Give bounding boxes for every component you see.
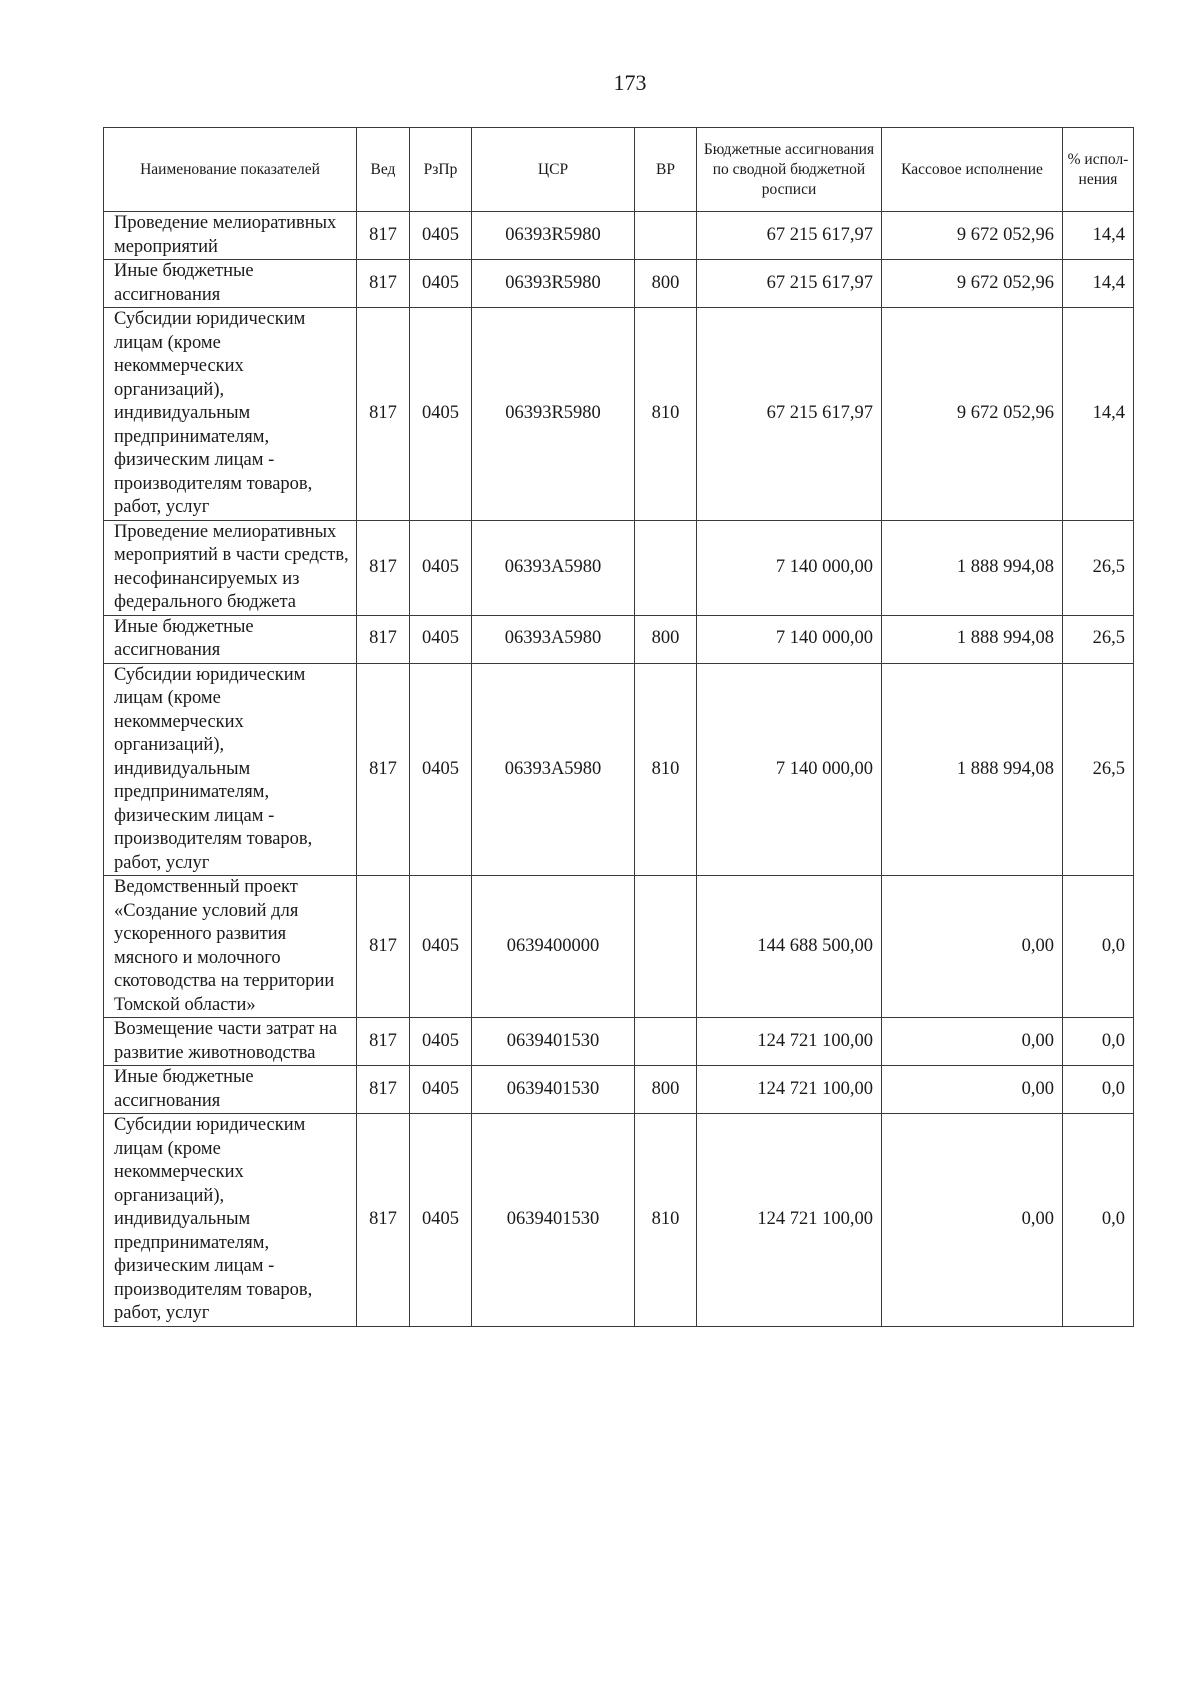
cell-name: Иные бюджетные ассигнования [104,615,357,663]
table-header [104,128,1134,212]
cell-budget: 144 688 500,00 [697,876,882,1018]
cell-percent: 14,4 [1063,212,1134,260]
cell-ved: 817 [357,1066,410,1114]
cell-budget: 7 140 000,00 [697,615,882,663]
table-row [104,260,1134,308]
cell-name: Ведомственный проект «Создание условий для ускоренного развития мясного и молочного скотоводства на территории Томской области» [104,876,357,1018]
cell-csr: 0639401530 [472,1018,635,1066]
cell-percent: 0,0 [1063,876,1134,1018]
cell-csr: 06393А5980 [472,615,635,663]
cell-percent: 0,0 [1063,1066,1134,1114]
header-csr: ЦСР [472,128,635,212]
header-vr: ВР [635,128,697,212]
header-cash: Кассовое исполнение [882,128,1063,212]
cell-rzpr: 0405 [410,876,472,1018]
cell-cash: 9 672 052,96 [882,260,1063,308]
cell-ved: 817 [357,663,410,876]
cell-rzpr: 0405 [410,260,472,308]
table-row [104,663,1134,876]
cell-percent: 14,4 [1063,308,1134,521]
cell-ved: 817 [357,212,410,260]
cell-name: Проведение мелиоративных мероприятий в части средств, несофинансируемых из федерального бюджета [104,520,357,615]
cell-cash: 9 672 052,96 [882,212,1063,260]
cell-vr: 800 [635,1066,697,1114]
cell-cash: 1 888 994,08 [882,615,1063,663]
budget-execution-table [103,127,1134,1327]
header-ved: Вед [357,128,410,212]
cell-vr [635,1018,697,1066]
cell-name: Субсидии юридическим лицам (кроме некоммерческих организаций), индивидуальным предпринимателям, физическим лицам - производителям товаров, работ, услуг [104,1114,357,1327]
cell-vr [635,520,697,615]
cell-rzpr: 0405 [410,663,472,876]
cell-budget: 67 215 617,97 [697,308,882,521]
cell-csr: 06393R5980 [472,212,635,260]
cell-cash: 1 888 994,08 [882,663,1063,876]
cell-vr: 800 [635,260,697,308]
cell-cash: 0,00 [882,1114,1063,1327]
cell-budget: 124 721 100,00 [697,1018,882,1066]
header-name: Наименование показателей [104,128,357,212]
cell-budget: 124 721 100,00 [697,1066,882,1114]
cell-ved: 817 [357,1114,410,1327]
cell-budget: 7 140 000,00 [697,663,882,876]
header-row [104,128,1134,212]
cell-rzpr: 0405 [410,212,472,260]
cell-csr: 06393А5980 [472,520,635,615]
cell-ved: 817 [357,520,410,615]
cell-rzpr: 0405 [410,520,472,615]
cell-cash: 1 888 994,08 [882,520,1063,615]
cell-name: Возмещение части затрат на развитие животноводства [104,1018,357,1066]
cell-cash: 9 672 052,96 [882,308,1063,521]
cell-ved: 817 [357,615,410,663]
table-row [104,212,1134,260]
cell-vr: 810 [635,663,697,876]
table-row [104,1066,1134,1114]
cell-percent: 0,0 [1063,1018,1134,1066]
table-row [104,1018,1134,1066]
cell-rzpr: 0405 [410,615,472,663]
table-row [104,615,1134,663]
cell-csr: 06393R5980 [472,308,635,521]
cell-cash: 0,00 [882,1066,1063,1114]
cell-budget: 67 215 617,97 [697,212,882,260]
cell-name: Иные бюджетные ассигнования [104,260,357,308]
cell-ved: 817 [357,1018,410,1066]
header-percent: % испол-нения [1063,128,1134,212]
table-body [104,212,1134,1327]
table-row [104,308,1134,521]
cell-csr: 0639401530 [472,1114,635,1327]
cell-name: Проведение мелиоративных мероприятий [104,212,357,260]
cell-name: Иные бюджетные ассигнования [104,1066,357,1114]
cell-budget: 67 215 617,97 [697,260,882,308]
page-number: 173 [613,70,647,95]
cell-ved: 817 [357,308,410,521]
cell-csr: 0639400000 [472,876,635,1018]
cell-cash: 0,00 [882,1018,1063,1066]
cell-csr: 0639401530 [472,1066,635,1114]
table-row [104,520,1134,615]
cell-vr [635,876,697,1018]
cell-csr: 06393R5980 [472,260,635,308]
cell-percent: 14,4 [1063,260,1134,308]
cell-rzpr: 0405 [410,1066,472,1114]
header-budget: Бюджетные ассигнования по сводной бюджетной росписи [697,128,882,212]
cell-rzpr: 0405 [410,1114,472,1327]
table-row [104,1114,1134,1327]
cell-vr [635,212,697,260]
cell-percent: 26,5 [1063,520,1134,615]
cell-csr: 06393А5980 [472,663,635,876]
header-rzpr: РзПр [410,128,472,212]
cell-rzpr: 0405 [410,308,472,521]
table-row [104,876,1134,1018]
cell-ved: 817 [357,260,410,308]
cell-percent: 0,0 [1063,1114,1134,1327]
cell-cash: 0,00 [882,876,1063,1018]
cell-budget: 124 721 100,00 [697,1114,882,1327]
cell-vr: 800 [635,615,697,663]
cell-name: Субсидии юридическим лицам (кроме некоммерческих организаций), индивидуальным предпринимателям, физическим лицам - производителям товаров, работ, услуг [104,308,357,521]
cell-rzpr: 0405 [410,1018,472,1066]
cell-percent: 26,5 [1063,615,1134,663]
cell-vr: 810 [635,1114,697,1327]
cell-ved: 817 [357,876,410,1018]
cell-budget: 7 140 000,00 [697,520,882,615]
cell-vr: 810 [635,308,697,521]
cell-name: Субсидии юридическим лицам (кроме некоммерческих организаций), индивидуальным предпринимателям, физическим лицам - производителям товаров, работ, услуг [104,663,357,876]
cell-percent: 26,5 [1063,663,1134,876]
